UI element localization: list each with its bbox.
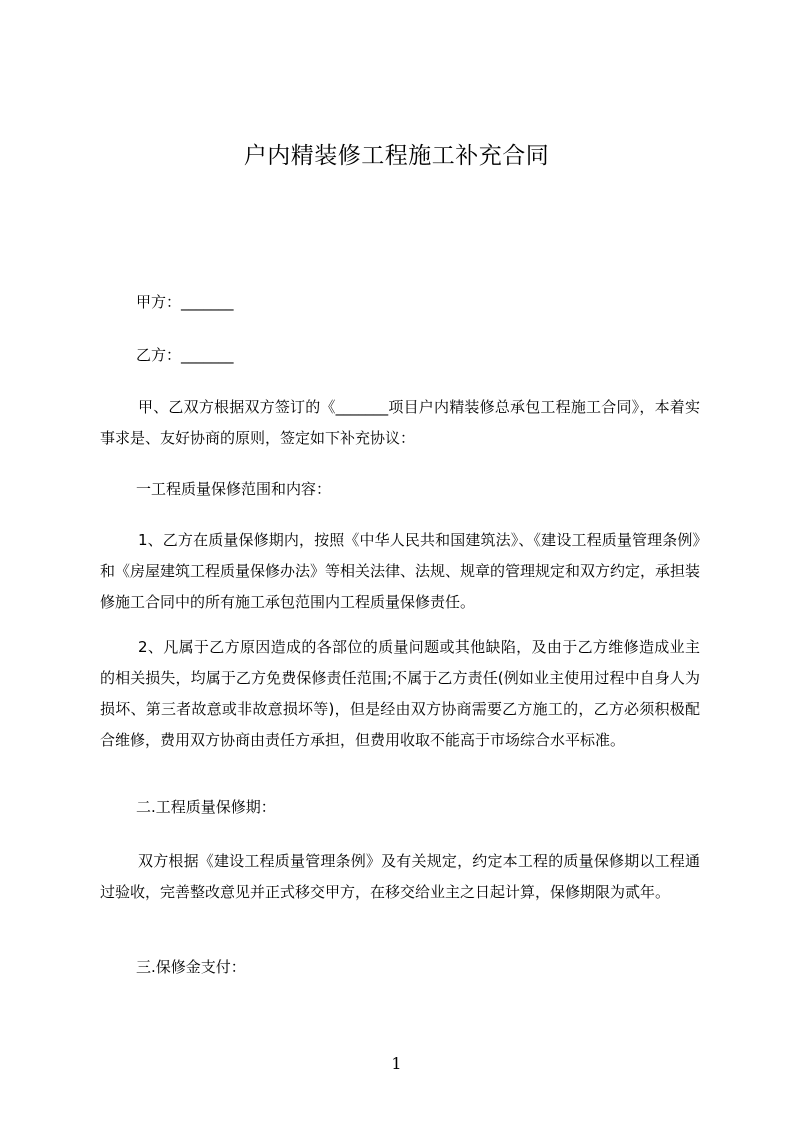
document-title: 户内精装修工程施工补充合同 bbox=[243, 143, 550, 169]
section2-paragraph: 双方根据《建设工程质量管理条例》及有关规定，约定本工程的质量保修期以工程通过验收，完善整改意见并正式移交甲方，在移交给业主之日起计算，保修期限为贰年。 bbox=[100, 852, 700, 901]
party-b-line: 乙方：_______ bbox=[136, 346, 234, 364]
section3-heading: 三.保修金支付： bbox=[136, 958, 246, 976]
section2-heading: 二.工程质量保修期： bbox=[136, 798, 276, 816]
section1-heading: 一工程质量保修范围和内容： bbox=[136, 480, 332, 498]
party-a-line: 甲方：_______ bbox=[136, 293, 234, 311]
intro-paragraph: 甲、乙双方根据双方签订的《_______项目户内精装修总承包工程施工合同》，本着实事求是、友好协商的原则，签定如下补充协议： bbox=[100, 398, 700, 447]
page-number: 1 bbox=[391, 1054, 402, 1073]
section1-item1-paragraph: 1、乙方在质量保修期内，按照《中华人民共和国建筑法》、《建设工程质量管理条例》和《房屋建筑工程质量保修办法》等相关法律、法规、规章的管理规定和双方约定，承担装修施工合同中的所有施工承包范围内工程质量保修责任。 bbox=[100, 531, 701, 611]
section1-item2-paragraph: 2、凡属于乙方原因造成的各部位的质量问题或其他缺陷，及由于乙方维修造成业主的相关损失，均属于乙方免费保修责任范围;不属于乙方责任(例如业主使用过程中自身人为损坏、第三者故意或非故意损坏等)，但是经由双方协商需要乙方施工的，乙方必须积极配合维修，费用双方协商由责任方承担，但费用收取不能高于市场综合水平标准。 bbox=[100, 638, 700, 749]
